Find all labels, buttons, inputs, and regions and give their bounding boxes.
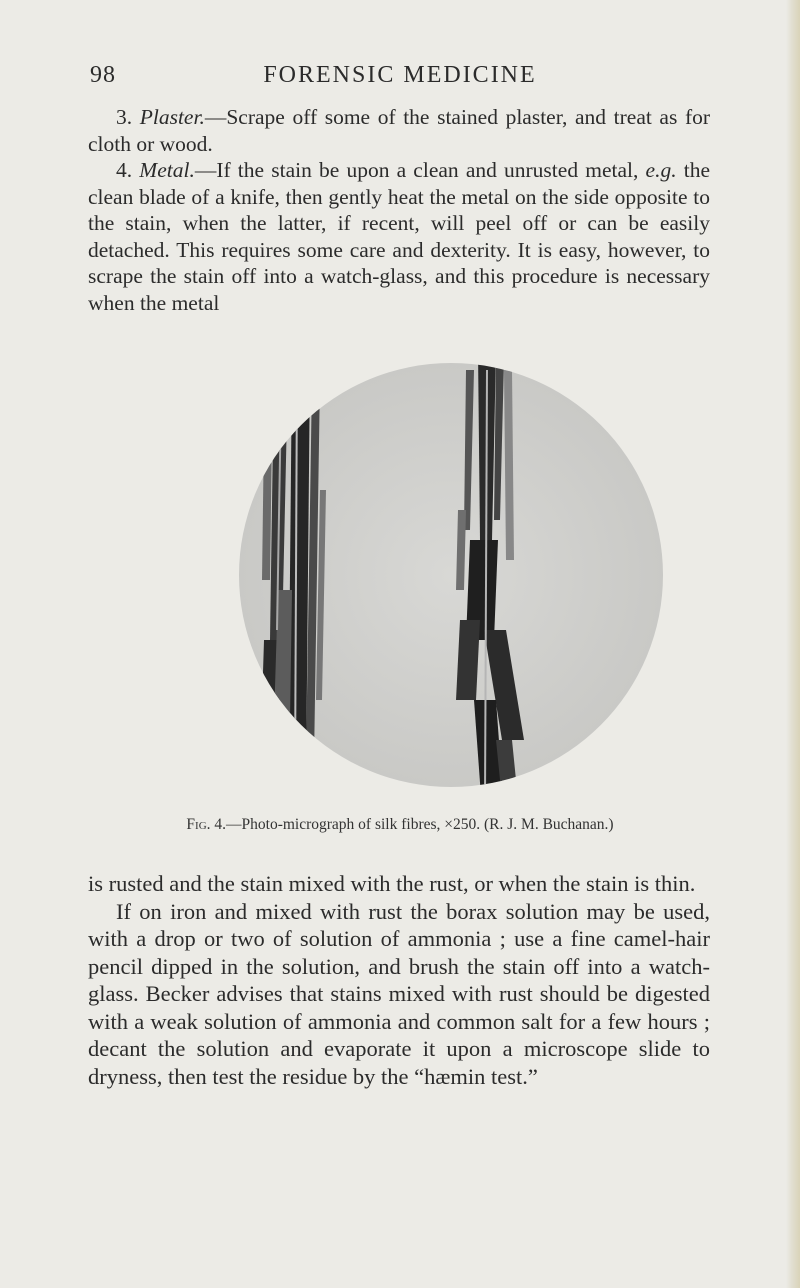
item-body: —If the stain be upon a clean and unrusted metal, <box>194 158 639 182</box>
paragraph-metal <box>88 157 710 316</box>
page-header <box>90 62 710 92</box>
item-term: Metal. <box>139 158 195 182</box>
item-term: Plaster. <box>139 105 205 129</box>
figure-caption <box>90 816 710 834</box>
silk-fibre-micrograph <box>234 340 668 810</box>
page-number: 98 <box>90 62 116 88</box>
item-body-cont: the clean blade of a knife, then gently heat the metal on the side opposite to the stain, when the latter, if recent, will peel off or can be easily detached. This requires some care and dexterity. It is easy, however, to scrape the stain off into a watch-glass, and this procedure is necessary when the metal <box>88 158 711 315</box>
item-body: —Scrape off some of the stained plaster, and treat as for cloth or wood. <box>88 105 711 156</box>
top-text-block <box>88 104 710 316</box>
item-number: 3. <box>116 105 133 129</box>
bottom-text-block <box>88 870 710 1090</box>
running-title: FORENSIC MEDICINE <box>263 62 537 88</box>
figure-caption-text: —Photo-micrograph of silk fibres, ×250. (R. J. M. Buchanan.) <box>226 816 614 833</box>
figure-label: Fig. 4. <box>186 816 227 833</box>
paragraph-iron: If on iron and mixed with rust the borax solution may be used, with a drop or two of solution of ammonia ; use a fine camel-hair pencil dipped in the solution, and brush the stain off into a watch-glass. Becker advises that stains mixed with rust should be digested with a weak solution of ammonia and common salt for a few hours ; decant the solution and evaporate it upon a microscope slide to dryness, then test the residue by the “hæmin test.” <box>88 898 710 1089</box>
eg-abbrev: e.g. <box>645 158 677 182</box>
item-number: 4. <box>116 158 133 182</box>
paragraph-rusted: is rusted and the stain mixed with the rust, or when the stain is thin. <box>88 871 696 896</box>
paragraph-plaster <box>88 104 710 157</box>
page-edge-shadow <box>786 0 800 1288</box>
